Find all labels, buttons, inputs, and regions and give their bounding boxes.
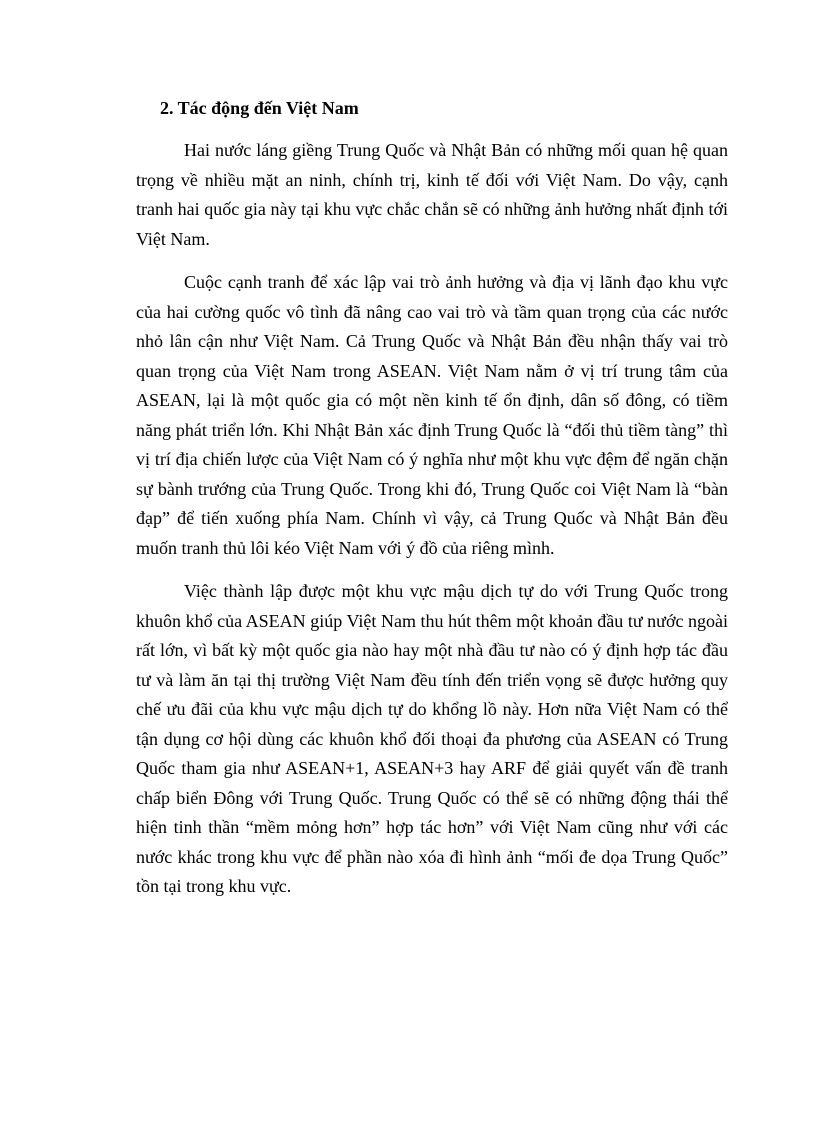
body-text [136,136,728,916]
paragraph-1: Hai nước láng giềng Trung Quốc và Nhật Bản có những mối quan hệ quan trọng về nhiều mặt an ninh, chính trị, kinh tế đối với Việt Nam. Do vậy, cạnh tranh hai quốc gia này tại khu vực chắc chắn sẽ có những ảnh hưởng nhất định tới Việt Nam. [136,140,728,249]
paragraph-3: Việc thành lập được một khu vực mậu dịch tự do với Trung Quốc trong khuôn khổ của ASEAN giúp Việt Nam thu hút thêm một khoản đầu tư nước ngoài rất lớn, vì bất kỳ một quốc gia nào hay một nhà đầu tư nào có ý định hợp tác đầu tư và làm ăn tại thị trường Việt Nam đều tính đến triển vọng sẽ được hưởng quy chế ưu đãi của khu vực mậu dịch tự do khổng lồ này. Hơn nữa Việt Nam có thể tận dụng cơ hội dùng các khuôn khổ đối thoại đa phương của ASEAN có Trung Quốc tham gia như ASEAN+1, ASEAN+3 hay ARF để giải quyết vấn đề tranh chấp biển Đông với Trung Quốc. Trung Quốc có thể sẽ có những động thái thể hiện tinh thần “mềm mỏng hơn” hợp tác hơn” với Việt Nam cũng như với các nước khác trong khu vực để phần nào xóa đi hình ảnh “mối đe dọa Trung Quốc” tồn tại trong khu vực. [136,581,728,896]
paragraph-2: Cuộc cạnh tranh để xác lập vai trò ảnh hưởng và địa vị lãnh đạo khu vực của hai cường quốc vô tình đã nâng cao vai trò và tầm quan trọng của các nước nhỏ lân cận như Việt Nam. Cả Trung Quốc và Nhật Bản đều nhận thấy vai trò quan trọng của Việt Nam trong ASEAN. Việt Nam nằm ở vị trí trung tâm của ASEAN, lại là một quốc gia có một nền kinh tế ổn định, dân số đông, có tiềm năng phát triển lớn. Khi Nhật Bản xác định Trung Quốc là “đối thủ tiềm tàng” thì vị trí địa chiến lược của Việt Nam có ý nghĩa như một khu vực đệm để ngăn chặn sự bành trướng của Trung Quốc. Trong khi đó, Trung Quốc coi Việt Nam là “bàn đạp” để tiến xuống phía Nam. Chính vì vậy, cả Trung Quốc và Nhật Bản đều muốn tranh thủ lôi kéo Việt Nam với ý đồ của riêng mình. [136,272,728,558]
section-heading: 2. Tác động đến Việt Nam [160,98,359,118]
